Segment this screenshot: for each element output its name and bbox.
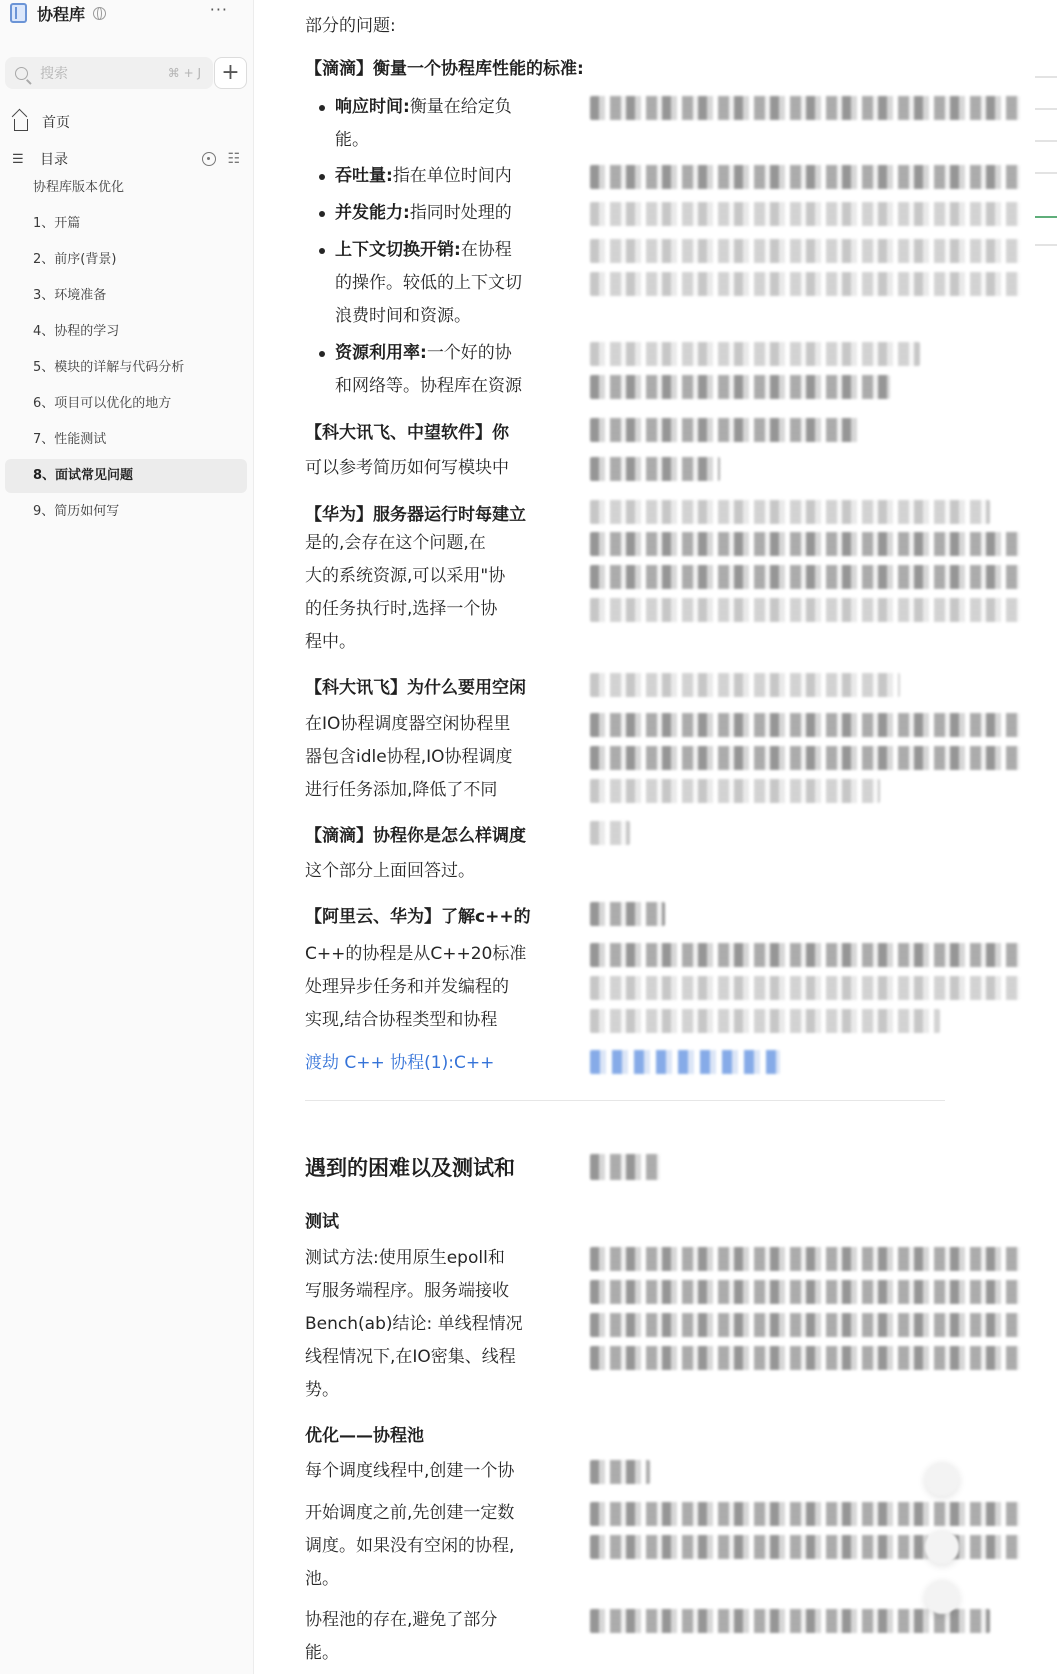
list-item (335, 197, 512, 230)
outline-marker[interactable] (1035, 172, 1057, 174)
section-heading: 遇到的困难以及测试和 (305, 1156, 515, 1180)
paragraph: 实现,结合协程类型和协程 (305, 1010, 498, 1030)
toc-item[interactable]: 8、面试常见问题 (5, 459, 247, 493)
paragraph: 协程池的存在,避免了部分 (305, 1610, 498, 1630)
floating-button[interactable] (925, 1580, 959, 1614)
question-heading: 【科大讯飞、中望软件】你 (305, 423, 509, 443)
list-item-text: 指在单位时间内 (392, 166, 512, 186)
nav-home[interactable] (10, 106, 246, 138)
outline-marker[interactable] (1035, 244, 1057, 246)
redacted-text (590, 165, 1020, 189)
search-shortcut: ⌘ + J (167, 66, 201, 80)
redacted-text (590, 565, 1020, 589)
redacted-text (590, 1009, 940, 1033)
paragraph: 进行任务添加,降低了不同 (305, 780, 498, 800)
more-options-button[interactable]: ··· (209, 0, 228, 19)
locate-icon[interactable] (202, 152, 216, 166)
subheading: 测试 (305, 1212, 339, 1232)
list-item-label: 上下文切换开销: (335, 240, 461, 260)
question-heading: 【华为】服务器运行时每建立 (305, 505, 526, 525)
toc-item[interactable]: 1、开篇 (33, 216, 81, 231)
question-heading: 【科大讯飞】为什么要用空闲 (305, 678, 526, 698)
toc-item[interactable]: 7、性能测试 (33, 432, 107, 447)
nav-home-label: 首页 (42, 115, 70, 131)
toc-item[interactable]: 9、简历如何写 (33, 504, 120, 519)
list-item-label: 吞吐量: (335, 166, 393, 186)
question-heading: 【滴滴】协程你是怎么样调度 (305, 826, 526, 846)
list-item-label: 响应时间: (335, 97, 410, 117)
subheading: 优化——协程池 (305, 1426, 424, 1446)
globe-icon (93, 7, 106, 20)
redacted-text (590, 375, 890, 399)
paragraph: 开始调度之前,先创建一定数 (305, 1503, 515, 1523)
search-placeholder: 搜索 (40, 66, 68, 82)
redacted-text (590, 96, 1020, 120)
collapse-toc-icon[interactable]: ☷ (227, 151, 240, 167)
redacted-text (590, 1502, 1020, 1526)
paragraph: 池。 (305, 1569, 339, 1589)
paragraph: 线程情况下,在IO密集、线程 (305, 1347, 516, 1367)
question-heading: 【滴滴】衡量一个协程库性能的标准: (305, 59, 584, 79)
book-title: 协程库 (37, 4, 86, 24)
paragraph: 的操作。较低的上下文切 (335, 273, 522, 293)
paragraph: 浪费时间和资源。 (335, 306, 471, 326)
list-item-label: 资源利用率: (335, 343, 427, 363)
redacted-text (590, 500, 990, 524)
list-item (335, 234, 512, 267)
paragraph: 势。 (305, 1380, 339, 1400)
paragraph: 每个调度线程中,创建一个协 (305, 1461, 515, 1481)
redacted-text (590, 202, 1020, 226)
paragraph: 部分的问题: (305, 16, 396, 36)
paragraph: 可以参考简历如何写模块中 (305, 458, 509, 478)
redacted-text (590, 239, 1020, 263)
redacted-text (590, 457, 720, 481)
list-item (335, 160, 512, 193)
toc-item[interactable]: 4、协程的学习 (33, 324, 120, 339)
home-icon (14, 119, 28, 131)
redacted-text (590, 1609, 990, 1633)
paragraph: C++的协程是从C++20标准 (305, 944, 527, 964)
list-item-label: 并发能力: (335, 203, 410, 223)
paragraph: 写服务端程序。服务端接收 (305, 1281, 509, 1301)
redacted-text (590, 272, 1020, 296)
redacted-text (590, 713, 1020, 737)
redacted-text (590, 418, 860, 442)
toc-item[interactable]: 3、环境准备 (33, 288, 107, 303)
redacted-link-text (590, 1050, 780, 1074)
floating-button[interactable] (925, 1462, 959, 1496)
redacted-text (590, 902, 665, 926)
redacted-text (590, 598, 1020, 622)
redacted-text (590, 1346, 1020, 1370)
paragraph: 是的,会存在这个问题,在 (305, 533, 486, 553)
add-button[interactable]: + (214, 57, 247, 89)
list-item-text: 在协程 (460, 240, 512, 260)
toc-item[interactable]: 协程库版本优化 (33, 180, 125, 195)
book-header[interactable] (10, 0, 246, 26)
paragraph: 大的系统资源,可以采用"协 (305, 566, 506, 586)
sidebar (0, 0, 254, 1674)
search-icon (15, 67, 28, 80)
outline-marker-active[interactable] (1035, 216, 1057, 218)
paragraph: 器包含idle协程,IO协程调度 (305, 747, 513, 767)
redacted-text (590, 943, 1020, 967)
redacted-text (590, 1154, 660, 1180)
search-input[interactable] (5, 57, 213, 89)
toc-item[interactable]: 6、项目可以优化的地方 (33, 396, 172, 411)
outline-marker[interactable] (1035, 76, 1057, 78)
redacted-text (590, 976, 1020, 1000)
reference-link[interactable]: 渡劫 C++ 协程(1):C++ (305, 1053, 495, 1073)
list-item (335, 337, 512, 370)
redacted-text (590, 746, 1020, 770)
paragraph: 能。 (305, 1643, 339, 1663)
redacted-text (590, 1460, 650, 1484)
book-icon (10, 3, 27, 23)
redacted-text (590, 1280, 1020, 1304)
list-item-text: 衡量在给定负 (409, 97, 512, 117)
redacted-text (590, 821, 630, 845)
outline-marker[interactable] (1035, 140, 1057, 142)
redacted-text (590, 532, 1020, 556)
paragraph: 程中。 (305, 632, 356, 652)
redacted-text (590, 1313, 1020, 1337)
paragraph: Bench(ab)结论: 单线程情况 (305, 1314, 523, 1334)
document-area (254, 0, 1057, 1674)
list-item-text: 一个好的协 (426, 343, 512, 363)
redacted-text (590, 673, 900, 697)
paragraph: 这个部分上面回答过。 (305, 861, 475, 881)
paragraph: 调度。如果没有空闲的协程, (305, 1536, 515, 1556)
paragraph: 在IO协程调度器空闲协程里 (305, 714, 511, 734)
list-item (335, 91, 512, 124)
list-item-text: 指同时处理的 (409, 203, 512, 223)
paragraph: 的任务执行时,选择一个协 (305, 599, 498, 619)
toc-item[interactable]: 5、模块的详解与代码分析 (33, 360, 185, 375)
outline-marker[interactable] (1035, 108, 1057, 110)
redacted-text (590, 1247, 1020, 1271)
question-heading: 【阿里云、华为】了解c++的 (305, 907, 531, 927)
paragraph: 测试方法:使用原生epoll和 (305, 1248, 505, 1268)
toc-item[interactable]: 2、前序(背景) (33, 252, 117, 267)
paragraph: 和网络等。协程库在资源 (335, 376, 522, 396)
nav-toc-label: 目录 (40, 152, 68, 168)
toc-icon: ☰ (12, 151, 24, 167)
paragraph: 处理异步任务和并发编程的 (305, 977, 509, 997)
paragraph: 能。 (335, 130, 369, 150)
divider (305, 1100, 945, 1101)
floating-button[interactable] (925, 1530, 959, 1564)
redacted-text (590, 779, 880, 803)
redacted-text (590, 342, 920, 366)
